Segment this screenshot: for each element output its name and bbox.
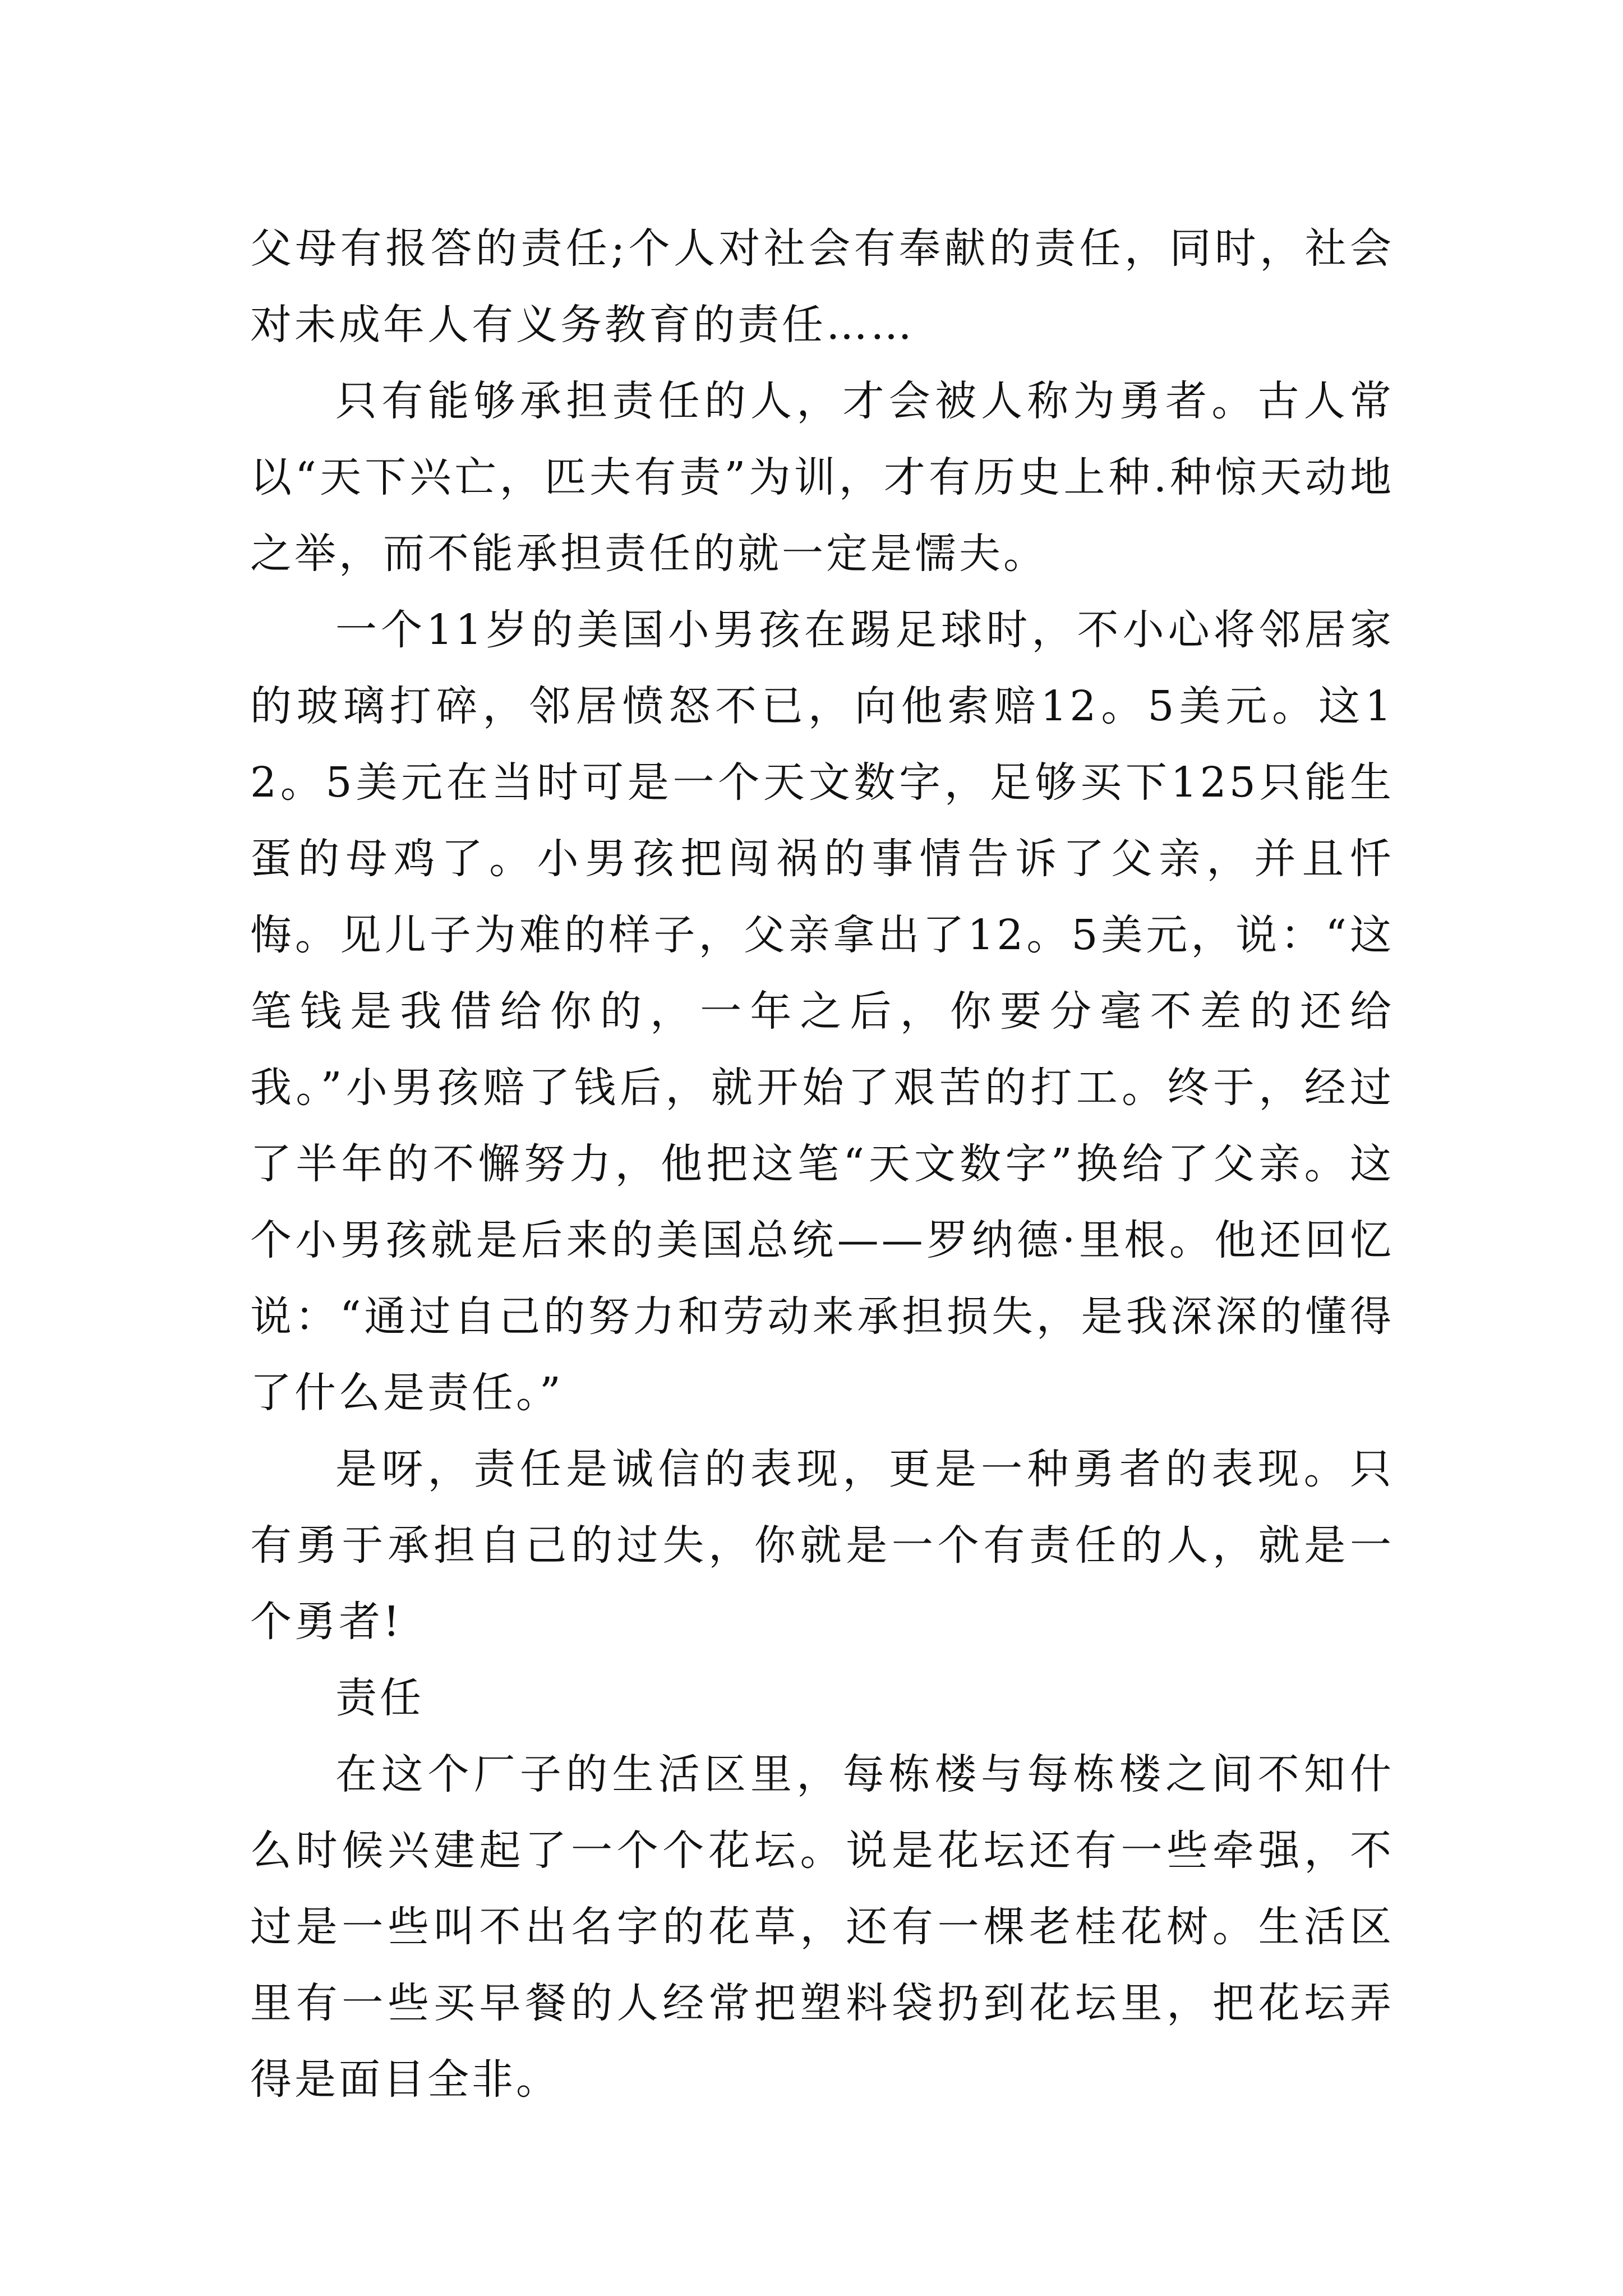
document-body (250, 210, 1394, 2118)
paragraph-conclusion: 是呀，责任是诚信的表现，更是一种勇者的表现。只有勇于承担自己的过失，你就是一个有责任的人，就是一个勇者! (250, 1445, 1394, 1646)
section-title: 责任 (335, 1674, 424, 1722)
paragraph-flowerbed: 在这个厂子的生活区里，每栋楼与每栋楼之间不知什么时候兴建起了一个个花坛。说是花坛还有一些牵强，不过是一些叫不出名字的花草，还有一棵老桂花树。生活区里有一些买早餐的人经常把塑料袋扔到花坛里，把花坛弄得是面目全非。 (250, 1750, 1394, 2104)
paragraph-brave: 只有能够承担责任的人，才会被人称为勇者。古人常以“天下兴亡，匹夫有责”为训，才有历史上种.种惊天动地之举，而不能承担责任的就一定是懦夫。 (250, 377, 1394, 578)
paragraph-reagan-story: 一个11岁的美国小男孩在踢足球时，不小心将邻居家的玻璃打碎，邻居愤怒不已，向他索赔12。5美元。这12。5美元在当时可是一个天文数字，足够买下125只能生蛋的母鸡了。小男孩把闯祸的事情告诉了父亲，并且忏悔。见儿子为难的样子，父亲拿出了12。5美元，说：“这笔钱是我借给你的，一年之后，你要分毫不差的还给我。”小男孩赔了钱后，就开始了艰苦的打工。终于，经过了半年的不懈努力，他把这笔“天文数字”换给了父亲。这个小男孩就是后来的美国总统——罗纳德·里根。他还回忆说：“通过自己的努力和劳动来承担损失，是我深深的懂得了什么是责任。” (250, 606, 1394, 1417)
paragraph-continuation: 父母有报答的责任;个人对社会有奉献的责任，同时，社会对未成年人有义务教育的责任…… (250, 224, 1394, 349)
